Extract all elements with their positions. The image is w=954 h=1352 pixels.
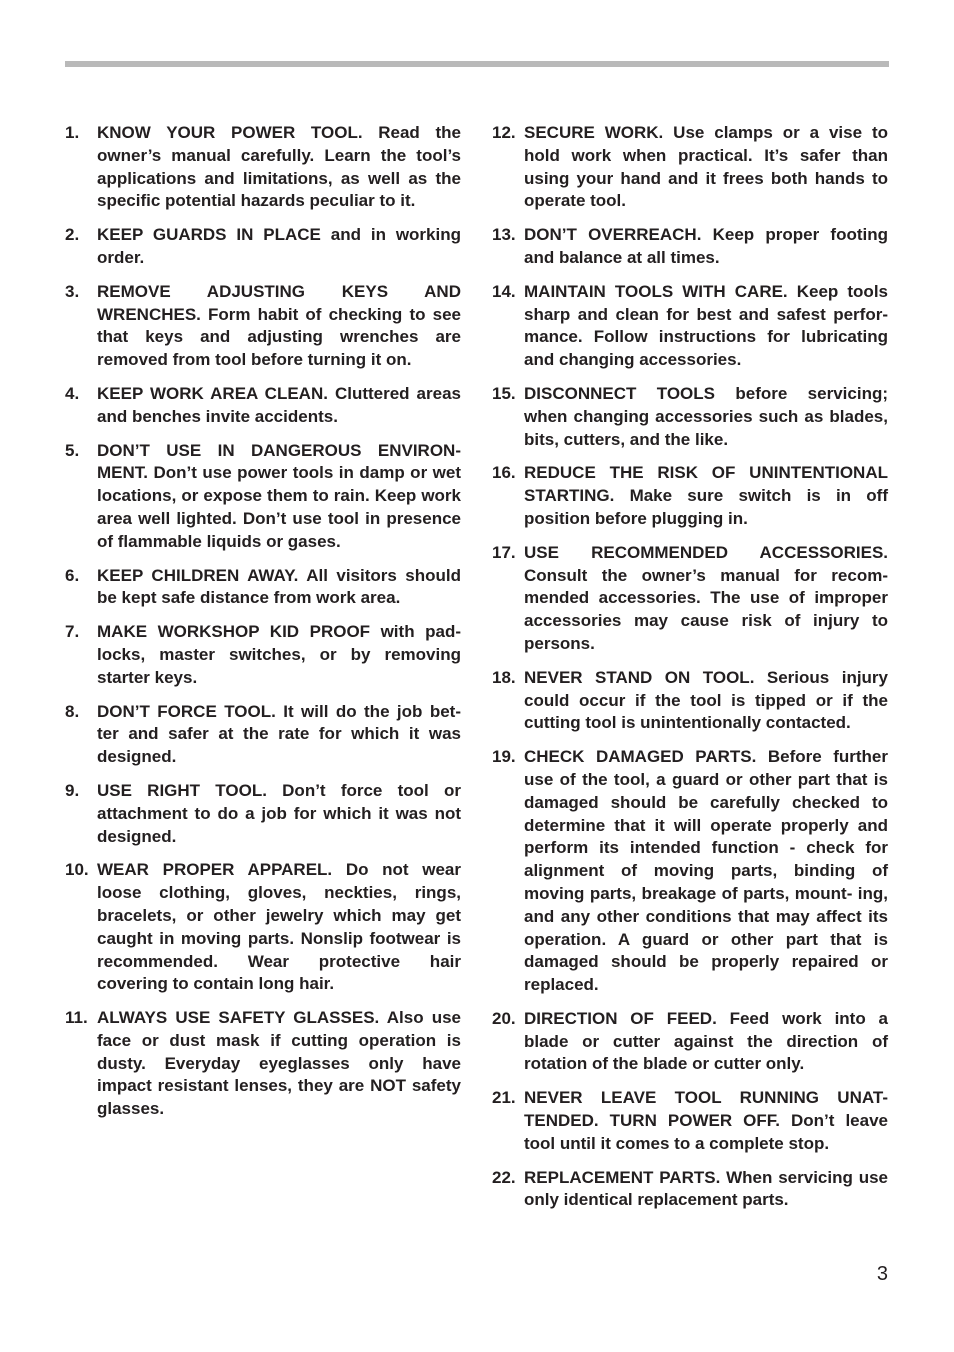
list-item <box>65 440 461 554</box>
list-item <box>65 701 461 769</box>
list-item <box>492 1167 888 1213</box>
item-number: 3. <box>65 281 80 301</box>
list-item <box>65 621 461 689</box>
item-text: NEVER STAND ON TOOL. Serious injury could occur if the tool is tipped or if the cutting tool is unintentionally contacted. <box>524 667 888 733</box>
list-item <box>492 667 888 735</box>
list-item <box>492 542 888 656</box>
item-text: NEVER LEAVE TOOL RUNNING UNAT- TENDED. TURN POWER OFF. Don’t leave tool until it comes to a complete stop. <box>524 1088 888 1153</box>
item-number: 17. <box>492 542 516 562</box>
list-item <box>65 383 461 429</box>
item-number: 19. <box>492 747 516 767</box>
list-item <box>65 780 461 848</box>
item-text: MAINTAIN TOOLS WITH CARE. Keep tools sharp and clean for best and safest perfor- mance. Follow instructions for lubricating and changing accessories. <box>524 281 888 370</box>
item-number: 15. <box>492 383 516 403</box>
item-text: REPLACEMENT PARTS. When servicing use only identical replacement parts. <box>524 1167 888 1210</box>
list-item <box>65 281 461 372</box>
list-item <box>65 565 461 611</box>
item-text: KEEP WORK AREA CLEAN. Cluttered areas and benches invite accidents. <box>97 383 461 426</box>
item-number: 21. <box>492 1088 516 1108</box>
page-number: 3 <box>876 1263 888 1285</box>
item-text: KNOW YOUR POWER TOOL. Read the owner’s manual carefully. Learn the tool’s applications and limitations, as well as the specific potential hazards peculiar to it. <box>97 123 461 211</box>
item-number: 22. <box>492 1167 516 1187</box>
list-item <box>65 859 461 996</box>
list-item <box>65 224 461 270</box>
list-item <box>492 1008 888 1076</box>
list-item <box>65 1007 461 1121</box>
item-text: KEEP CHILDREN AWAY. All visitors should be kept safe distance from work area. <box>97 565 461 608</box>
item-text: DIRECTION OF FEED. Feed work into a blade or cutter against the direction of rotation of the blade or cutter only. <box>524 1008 888 1074</box>
item-number: 14. <box>492 281 516 301</box>
item-text: WEAR PROPER APPAREL. Do not wear loose clothing, gloves, neckties, rings, bracelets, or other jewelry which may get caught in moving parts. Nonslip footwear is recommended. Wear protective hair covering to contain long hair. <box>97 860 461 994</box>
item-text: ALWAYS USE SAFETY GLASSES. Also use face or dust mask if cutting operation is dusty. Everyday eyeglasses only have impact resistant lenses, they are NOT safety glasses. <box>97 1008 461 1119</box>
item-text: KEEP GUARDS IN PLACE and in working order. <box>97 225 461 267</box>
item-number: 2. <box>65 225 80 245</box>
item-number: 18. <box>492 667 516 687</box>
item-number: 4. <box>65 383 80 403</box>
item-text: REMOVE ADJUSTING KEYS AND WRENCHES. Form habit of checking to see that keys and adjusting wrenches are removed from tool before turning it on. <box>97 281 461 370</box>
item-number: 1. <box>65 123 80 142</box>
item-text: USE RECOMMENDED ACCESSORIES. Consult the owner’s manual for recom- mended accessories. The use of improper accessories may cause risk of injury to persons. <box>524 542 888 653</box>
list-item <box>492 462 888 530</box>
item-number: 12. <box>492 123 516 142</box>
item-text: MAKE WORKSHOP KID PROOF with pad- locks, master switches, or by removing starter keys. <box>97 622 461 687</box>
item-text: REDUCE THE RISK OF UNINTENTIONAL STARTING. Make sure switch is in off position before plugging in. <box>524 463 888 528</box>
item-number: 11. <box>65 1008 88 1028</box>
item-number: 6. <box>65 565 80 585</box>
list-item <box>492 122 888 213</box>
item-number: 7. <box>65 622 80 642</box>
left-column <box>65 122 461 1132</box>
item-number: 8. <box>65 701 80 721</box>
item-number: 10. <box>65 860 89 880</box>
item-text: SECURE WORK. Use clamps or a vise to hold work when practical. It’s safer than using your hand and it frees both hands to operate tool. <box>524 123 888 211</box>
list-item <box>492 746 888 997</box>
list-item <box>65 122 461 213</box>
list-item <box>492 1087 888 1155</box>
item-text: DON’T USE IN DANGEROUS ENVIRON- MENT. Don’t use power tools in damp or wet locations, or expose them to rain. Keep work area well lighted. Don’t use tool in presence of flammable liquids or gases. <box>97 440 461 551</box>
item-number: 16. <box>492 463 516 483</box>
list-item <box>492 383 888 451</box>
item-text: DISCONNECT TOOLS before servicing; when changing accessories such as blades, bits, cutters, and the like. <box>524 383 888 449</box>
item-number: 13. <box>492 225 516 245</box>
item-number: 5. <box>65 440 80 460</box>
item-text: DON’T FORCE TOOL. It will do the job bet- ter and safer at the rate for which it was designed. <box>97 701 461 767</box>
list-item <box>492 281 888 372</box>
item-number: 9. <box>65 780 80 800</box>
item-text: USE RIGHT TOOL. Don’t force tool or attachment to do a job for which it was not designed. <box>97 780 461 846</box>
item-text: DON’T OVERREACH. Keep proper footing and balance at all times. <box>524 225 888 267</box>
item-number: 20. <box>492 1008 516 1028</box>
item-text: CHECK DAMAGED PARTS. Before further use of the tool, a guard or other part that is damaged should be carefully checked to determine that it will operate properly and perform its intended function - check for alignment of moving parts, binding of moving parts, breakage of parts, mount- ing, and any other conditions that may affect its operation. A guard or other part that is damaged should be properly repaired or replaced. <box>524 747 888 995</box>
header-rule <box>65 61 889 67</box>
list-item <box>492 224 888 270</box>
right-column <box>492 122 888 1223</box>
